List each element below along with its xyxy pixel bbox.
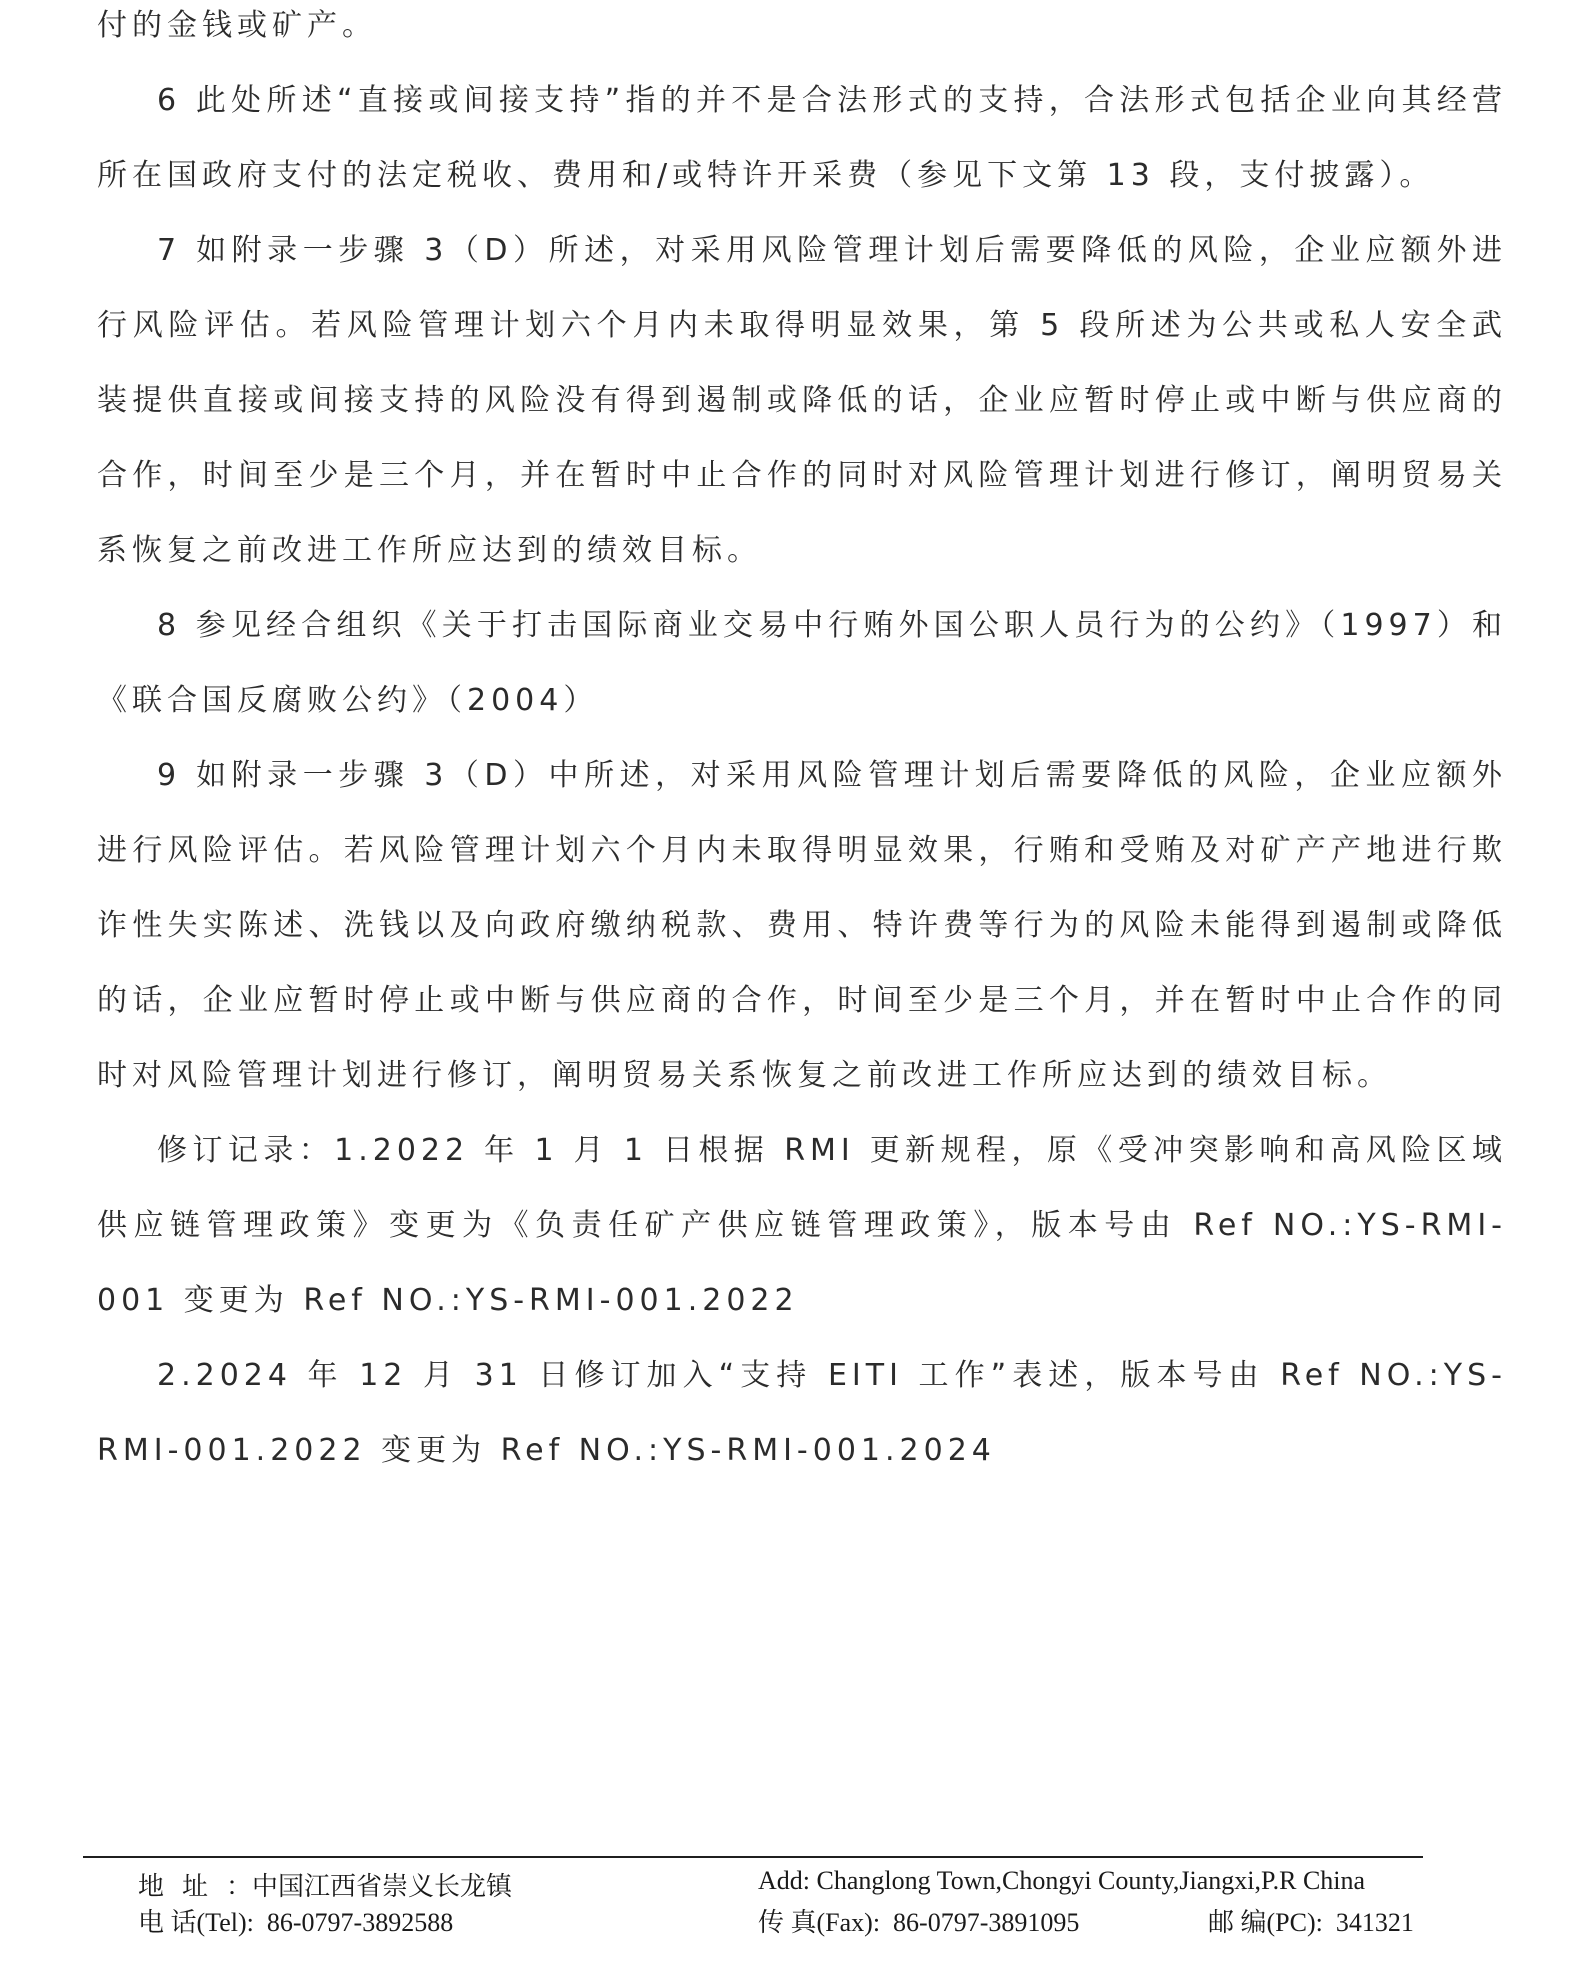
document-body xyxy=(97,0,1507,1488)
revision-record-1: 修订记录：1.2022 年 1 月 1 日根据 RMI 更新规程，原《受冲突影响和高风险区域供应链管理政策》变更为《负责任矿产供应链管理政策》，版本号由 Ref NO.:YS-RMI-001 变更为 Ref NO.:YS-RMI-001.2022 xyxy=(97,1133,1507,1318)
tel-label: 电 话(Tel): xyxy=(138,1908,254,1937)
footer-address-en: Add: Changlong Town,Chongyi County,Jiangxi,P.R China xyxy=(758,1866,1366,1895)
revision-record-2: 2.2024 年 12 月 31 日修订加入“支持 EITI 工作”表述，版本号由 Ref NO.:YS-RMI-001.2022 变更为 Ref NO.:YS-RMI-001.2024 xyxy=(97,1358,1507,1468)
address-value: 中国江西省崇义长龙镇 xyxy=(252,1872,513,1901)
footnote-9: 9 如附录一步骤 3（D）中所述，对采用风险管理计划后需要降低的风险，企业应额外进行风险评估。若风险管理计划六个月内未取得明显效果，行贿和受贿及对矿产产地进行欺诈性失实陈述、洗钱以及向政府缴纳税款、费用、特许费等行为的风险未能得到遏制或降低的话，企业应暂时停止或中断与供应商的合作，时间至少是三个月，并在暂时中止合作的同时对风险管理计划进行修订，阐明贸易关系恢复之前改进工作所应达到的绩效目标。 xyxy=(97,758,1507,1093)
tel-value: 86-0797-3892588 xyxy=(266,1908,454,1937)
footer-address: 地址：中国江西省崇义长龙镇 xyxy=(138,1866,512,1903)
footnote-7: 7 如附录一步骤 3（D）所述，对采用风险管理计划后需要降低的风险，企业应额外进行风险评估。若风险管理计划六个月内未取得明显效果，第 5 段所述为公共或私人安全武装提供直接或间接支持的风险没有得到遏制或降低的话，企业应暂时停止或中断与供应商的合作，时间至少是三个月，并在暂时中止合作的同时对风险管理计划进行修订，阐明贸易关系恢复之前改进工作所应达到的绩效目标。 xyxy=(97,233,1507,568)
paragraph-continuation: 付的金钱或矿产。 xyxy=(97,8,377,43)
pc-value: 341321 xyxy=(1335,1908,1414,1937)
fax-label: 传 真(Fax): xyxy=(758,1908,881,1937)
address-label: 地址 xyxy=(138,1872,227,1901)
footer-fax xyxy=(758,1902,1079,1939)
footer-postcode xyxy=(1208,1902,1414,1939)
fax-value: 86-0797-3891095 xyxy=(893,1908,1080,1937)
footer-tel xyxy=(138,1902,453,1939)
footnote-6: 6 此处所述“直接或间接支持”指的并不是合法形式的支持，合法形式包括企业向其经营所在国政府支付的法定税收、费用和/或特许开采费（参见下文第 13 段，支付披露）。 xyxy=(97,83,1507,193)
pc-label: 邮 编(PC): xyxy=(1208,1908,1323,1937)
footnote-8: 8 参见经合组织《关于打击国际商业交易中行贿外国公职人员行为的公约》（1997）和《联合国反腐败公约》（2004） xyxy=(97,608,1507,718)
footer-divider xyxy=(83,1856,1423,1858)
